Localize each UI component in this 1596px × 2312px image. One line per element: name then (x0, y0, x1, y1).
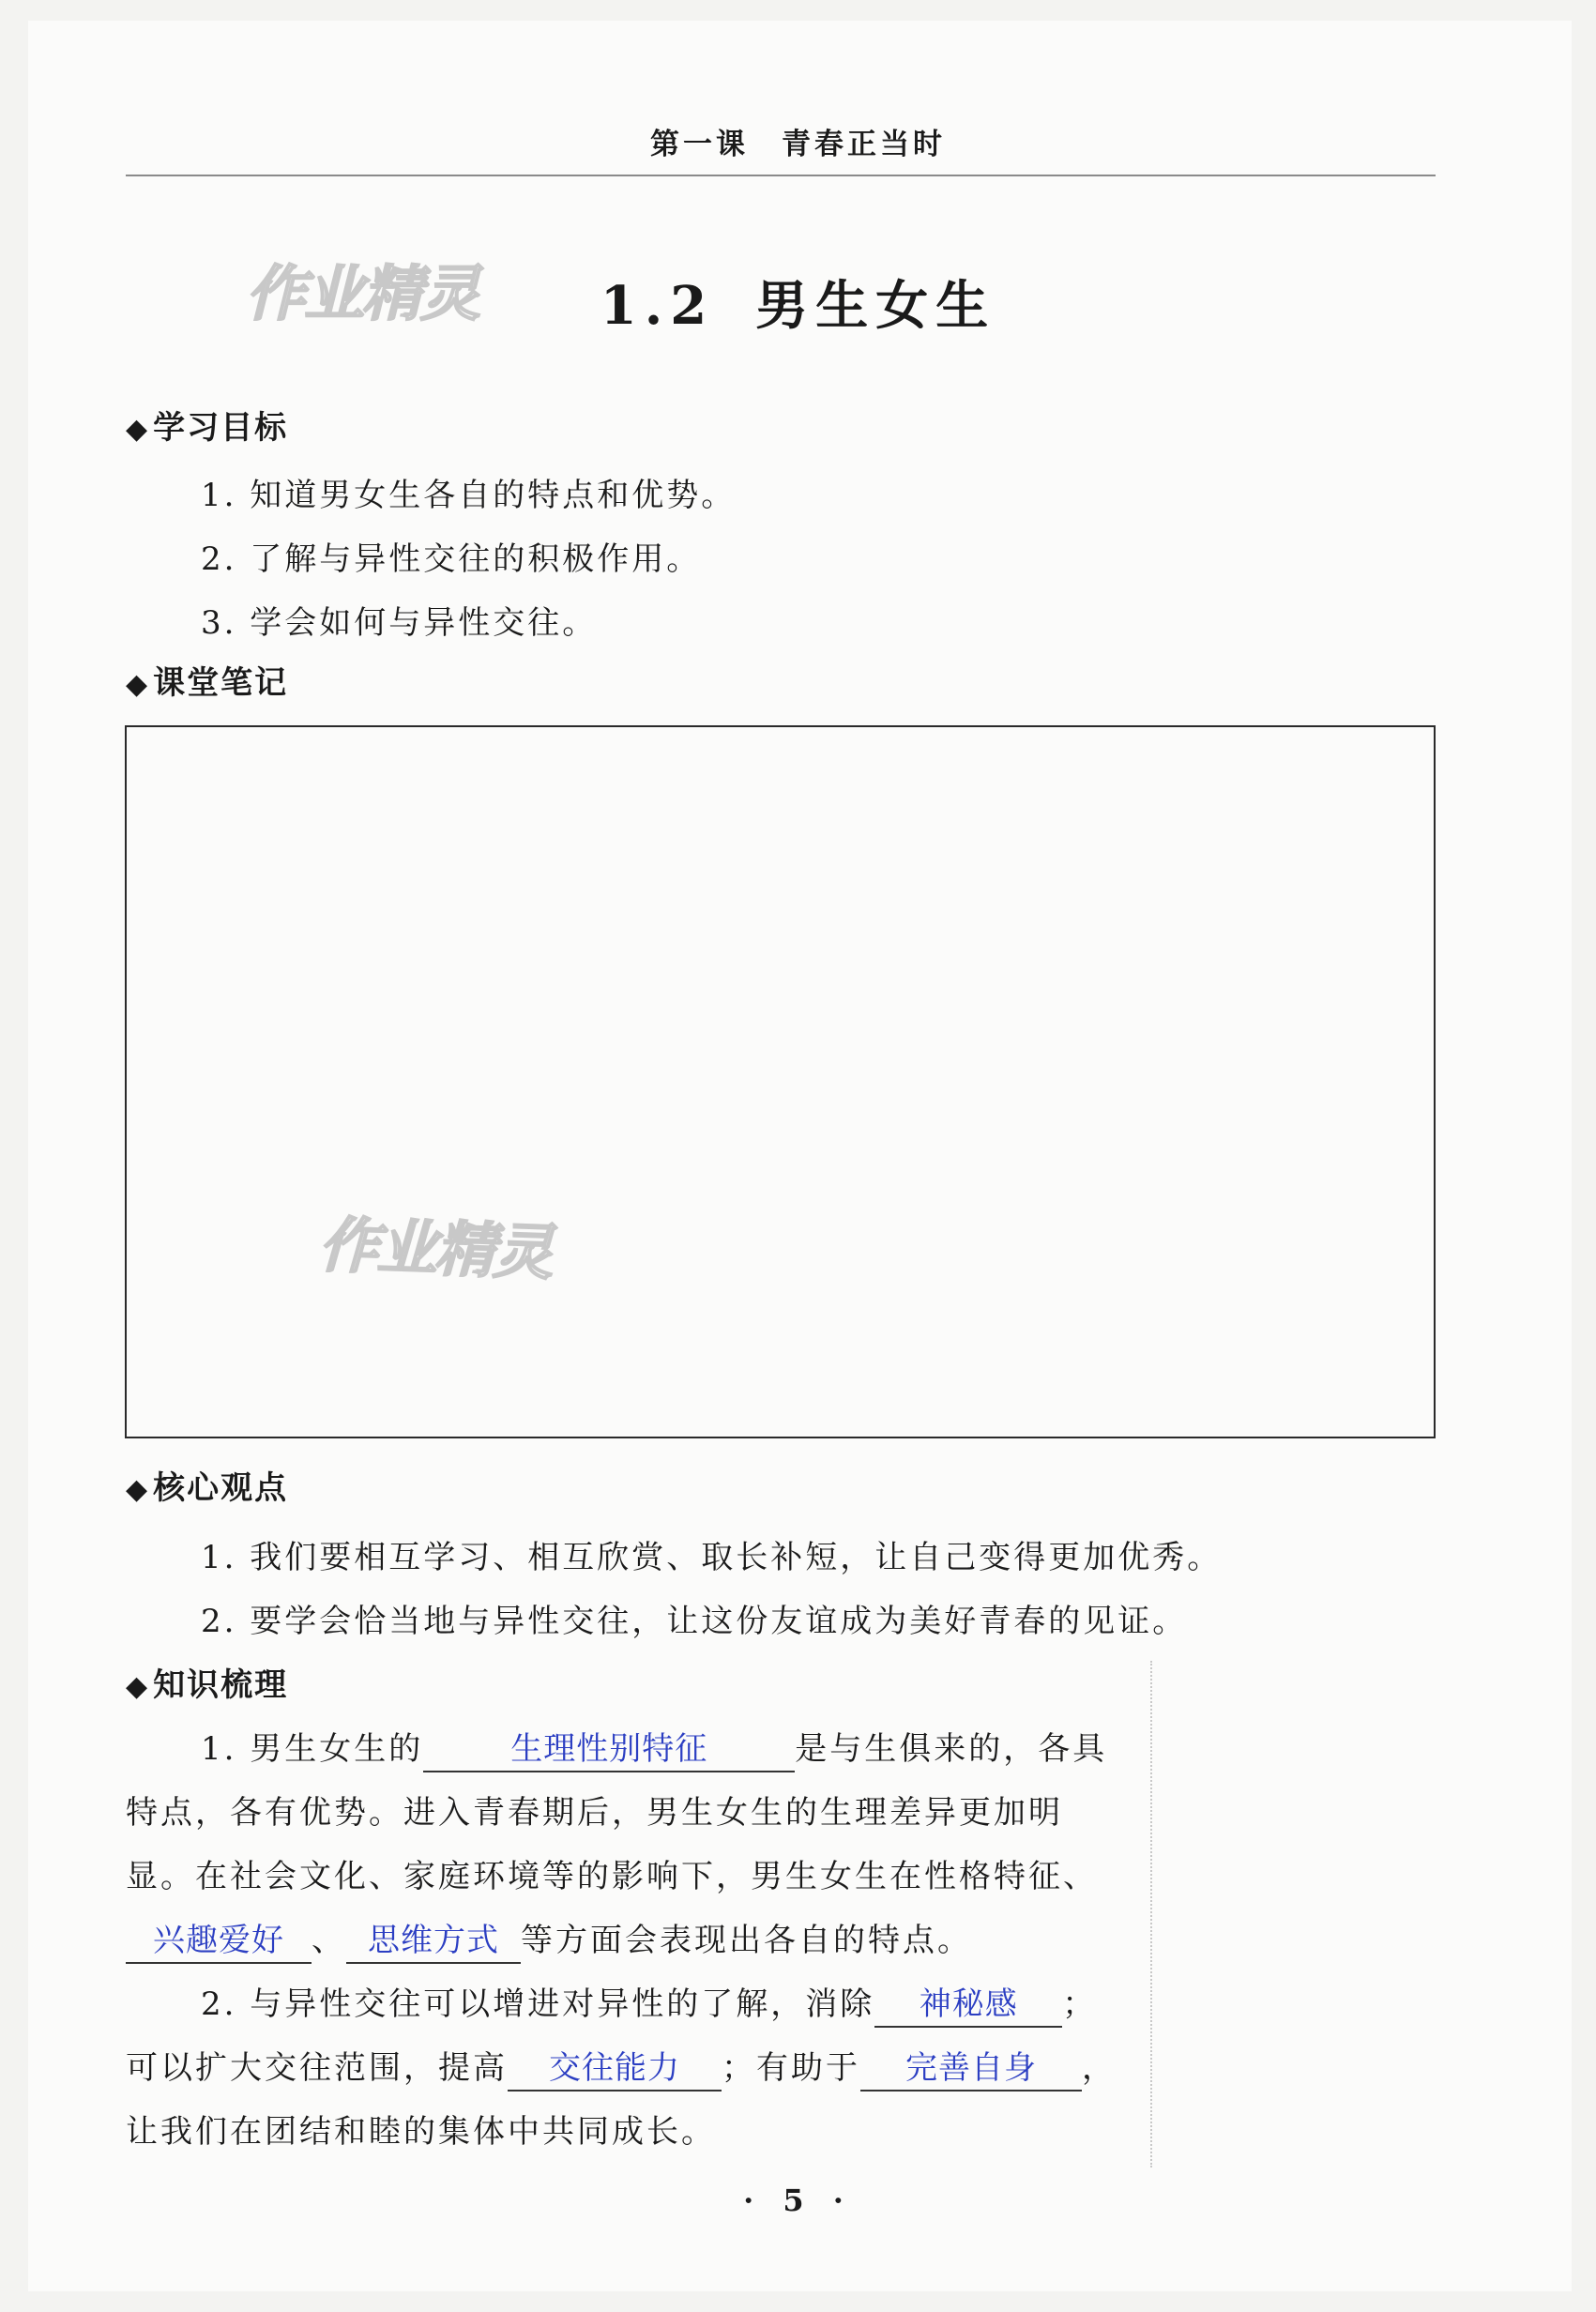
page-number: · 5 · (743, 2183, 853, 2218)
objective-item: 2. 了解与异性交往的积极作用。 (201, 540, 702, 578)
fill-blank[interactable] (508, 2042, 722, 2091)
watermark: 作业精灵 (246, 260, 479, 329)
core-item: 2. 要学会恰当地与异性交往，让这份友谊成为美好青春的见证。 (201, 1603, 1188, 1640)
fill-blank[interactable] (126, 1914, 312, 1964)
lesson-name: 男生女生 (755, 275, 996, 337)
answer-text: 生理性别特征 (510, 1730, 708, 1768)
running-head: 第一课 青春正当时 (650, 128, 946, 161)
fill-blank[interactable] (874, 1978, 1062, 2028)
answer-text: 兴趣爱好 (153, 1922, 284, 1959)
diamond-icon: ◆ (126, 668, 150, 701)
class-notes-area[interactable] (125, 725, 1436, 1438)
knowledge-line: 兴趣爱好 、 思维方式 等方面会表现出各自的特点。 (126, 1914, 972, 1964)
margin-dotted-line (1150, 1661, 1152, 2168)
lesson-title (0, 265, 1596, 340)
diamond-icon: ◆ (126, 1473, 150, 1506)
knowledge-line: 可以扩大交往范围，提高 交往能力 ；有助于 完善自身 ， (126, 2042, 1117, 2091)
watermark: 作业精灵 (317, 1210, 554, 1289)
knowledge-line: 2. 与异性交往可以增进对异性的了解，消除 神秘感 ； (201, 1978, 1097, 2028)
diamond-icon: ◆ (126, 1670, 150, 1703)
section-heading-objectives: ◆ 学习目标 (126, 409, 289, 447)
fill-blank[interactable] (860, 2042, 1082, 2091)
knowledge-line: 特点，各有优势。进入青春期后，男生女生的生理差异更加明 (126, 1794, 1063, 1832)
header-rule (126, 175, 1436, 176)
objective-item: 1. 知道男女生各自的特点和优势。 (201, 477, 737, 514)
knowledge-line: 1. 男生女生的 生理性别特征 是与生俱来的，各具 (201, 1723, 1107, 1772)
core-item: 1. 我们要相互学习、相互欣赏、取长补短，让自己变得更加优秀。 (201, 1539, 1223, 1576)
objective-item: 3. 学会如何与异性交往。 (201, 604, 598, 642)
knowledge-line: 让我们在团结和睦的集体中共同成长。 (126, 2113, 716, 2151)
section-heading-notes: ◆ 课堂笔记 (126, 664, 289, 702)
answer-text: 神秘感 (919, 1985, 1018, 2023)
knowledge-line: 显。在社会文化、家庭环境等的影响下，男生女生在性格特征、 (126, 1858, 1098, 1895)
answer-text: 思维方式 (368, 1922, 499, 1959)
answer-text: 交往能力 (549, 2049, 680, 2087)
section-heading-core: ◆ 核心观点 (126, 1469, 289, 1507)
fill-blank[interactable] (423, 1723, 795, 1772)
section-heading-knowledge: ◆ 知识梳理 (126, 1666, 289, 1704)
lesson-number: 1.2 (600, 275, 715, 337)
diamond-icon: ◆ (126, 413, 150, 446)
fill-blank[interactable] (346, 1914, 521, 1964)
answer-text: 完善自身 (905, 2049, 1037, 2087)
